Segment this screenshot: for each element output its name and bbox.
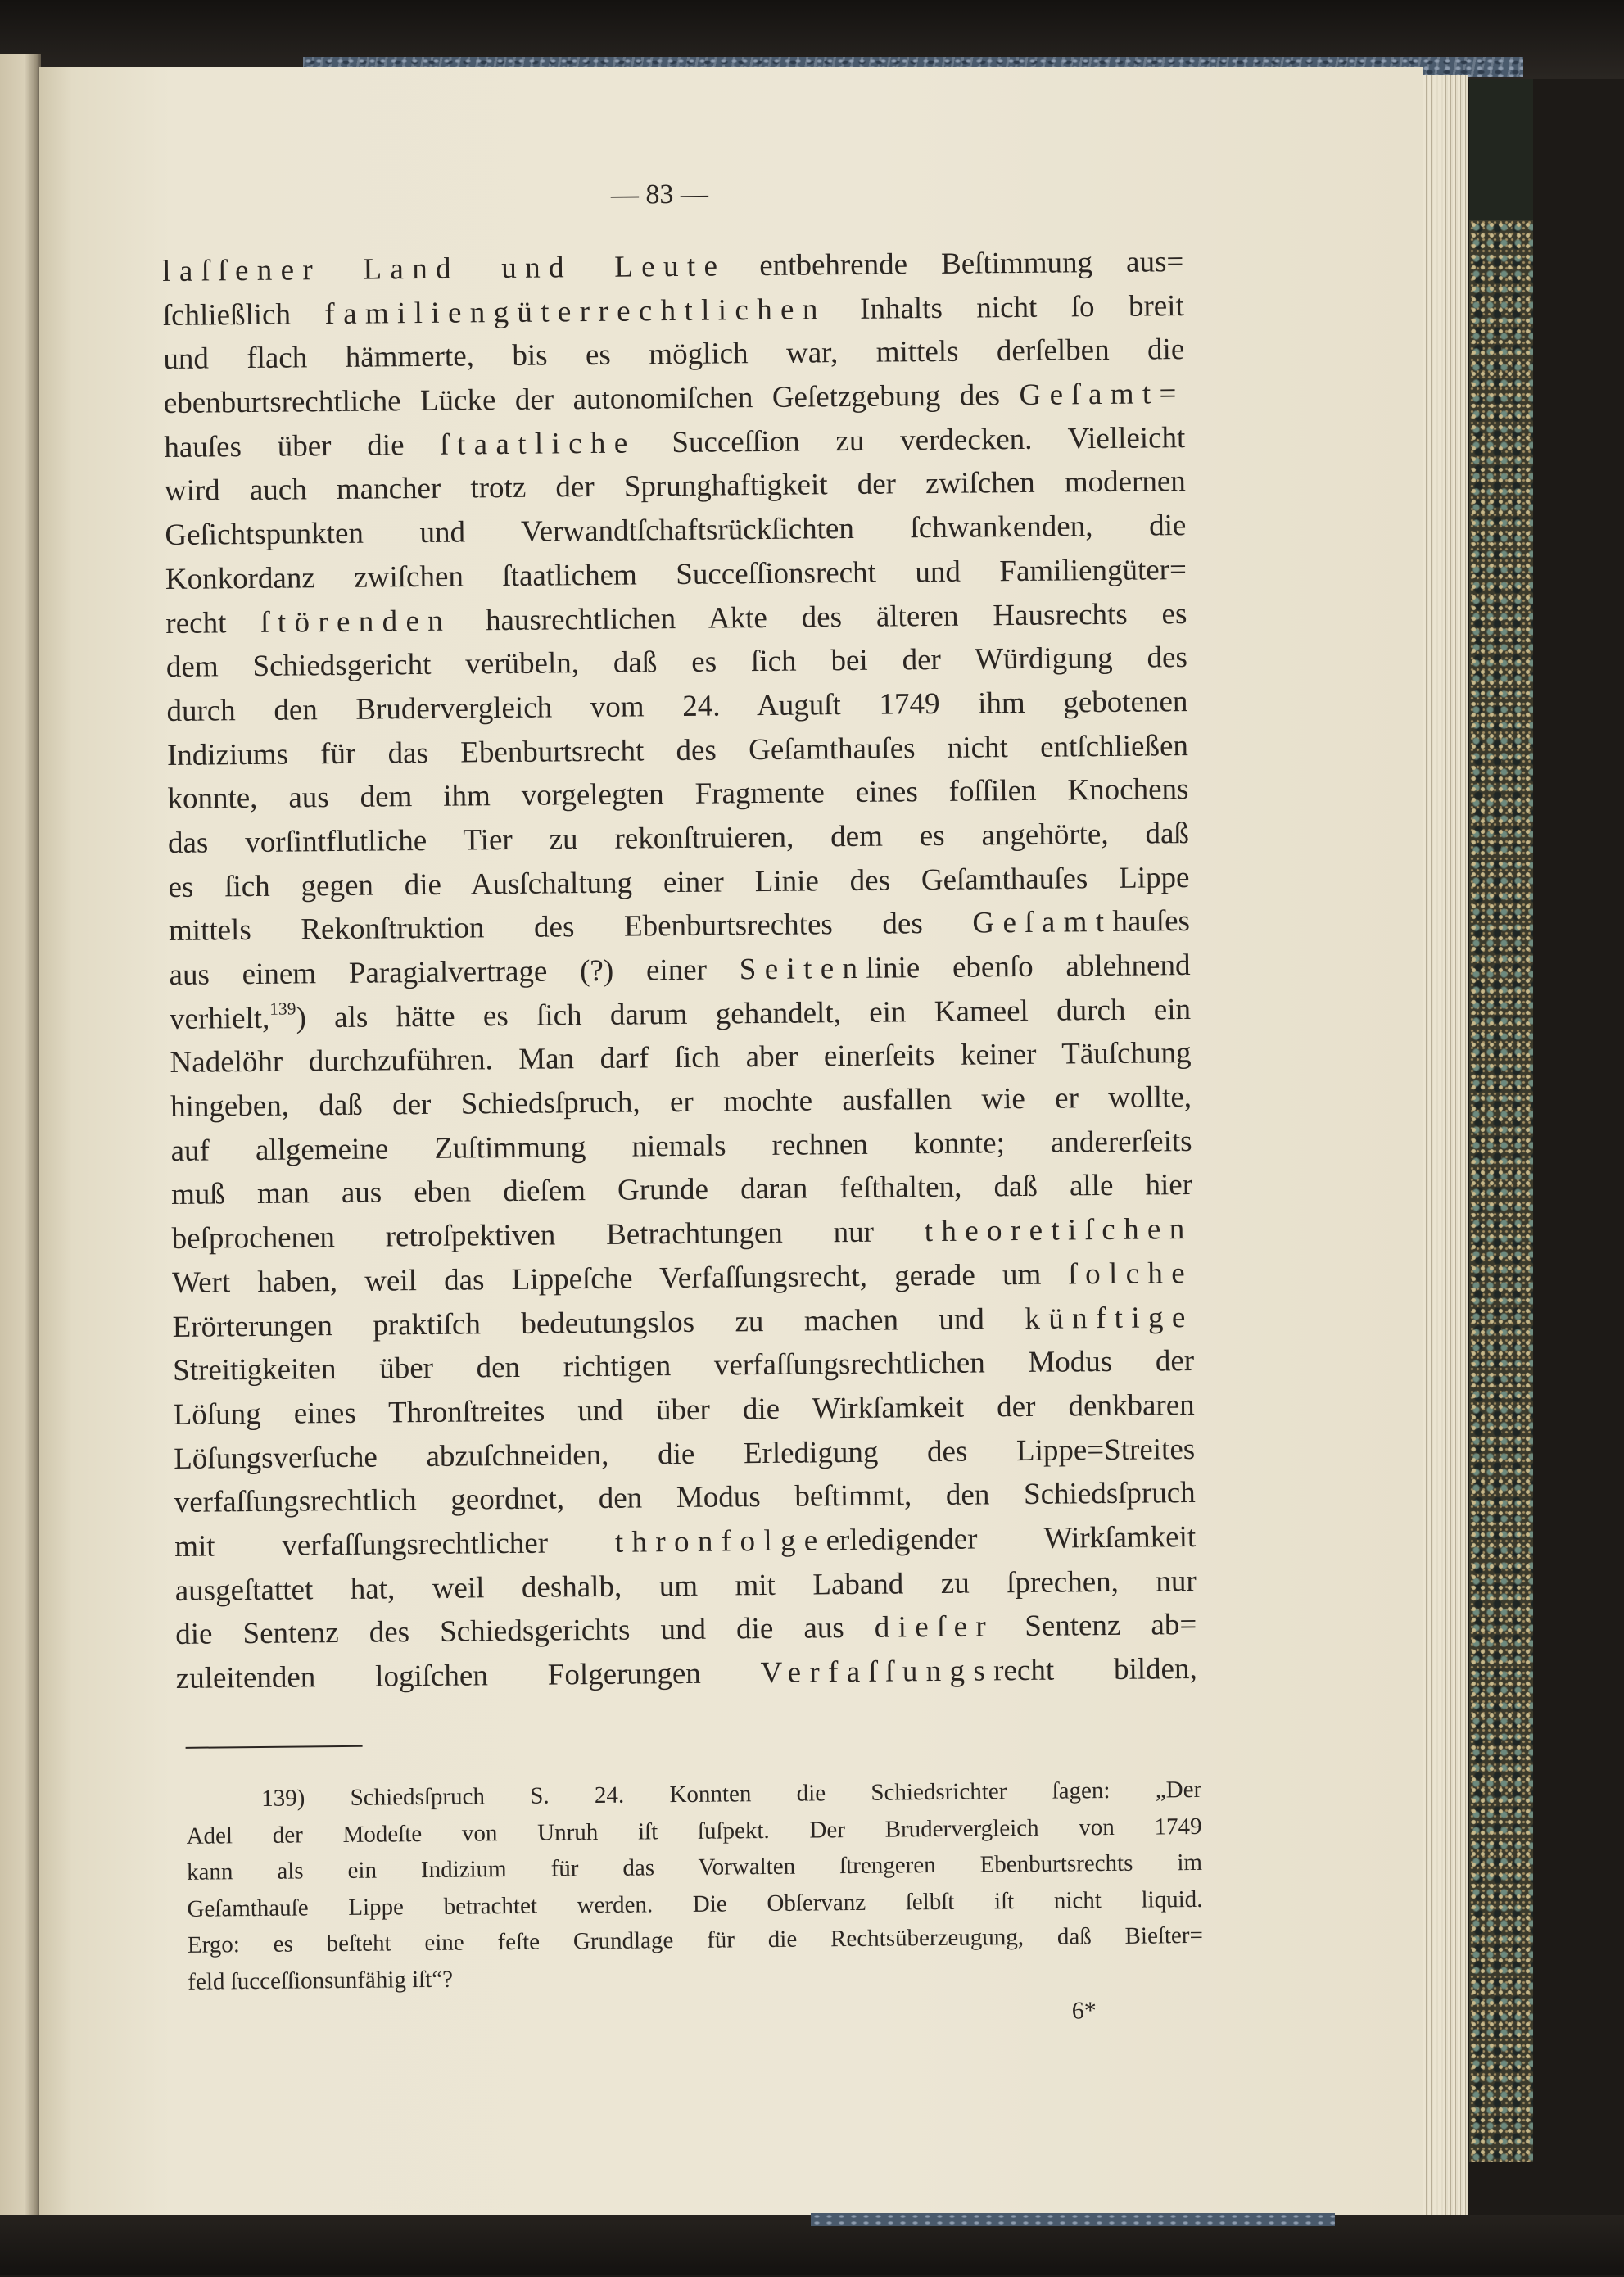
text-run: und flach hämmerte, bis es möglich war, mittels derſelben die: [163, 333, 1185, 377]
emphasized-text: familiengüterrechtlichen: [324, 292, 826, 331]
signature-mark: 6*: [1071, 1997, 1097, 2025]
text-run: ſchließlich: [162, 297, 325, 333]
text-run: hausrechtlichen Akte des älteren Hausrechts es: [450, 596, 1187, 638]
footnote-reference: 139: [269, 998, 296, 1019]
text-run: ebenburtsrechtliche Lücke der autonomiſchen Geſetzgebung des: [163, 378, 1020, 421]
text-run: auf allgemeine Zuſtimmung niemals rechnen konnte; andererſeits: [170, 1124, 1192, 1168]
text-run: muß man aus eben dieſem Grunde daran feſthalten, daß alle hier: [170, 1168, 1193, 1212]
text-run: ausgeſtattet hat, weil deshalb, um mit Laband zu ſprechen, nur: [174, 1564, 1197, 1608]
text-run: Streitigkeiten über den richtigen verfaſſungsrechtlichen Modus der: [172, 1344, 1195, 1388]
page-number: — 83 —: [610, 179, 709, 210]
text-run: Löſungsverſuche abzuſchneiden, die Erledigung des Lippe=Streites: [174, 1432, 1196, 1476]
emphasized-text: laſſener Land und Leute: [162, 249, 726, 289]
text-run: Sentenz ab=: [993, 1608, 1197, 1644]
footnote-line: feld ſucceſſionsunfähig iſt“?: [188, 1966, 454, 1995]
text-run: verhielt,: [169, 1001, 270, 1036]
emphasized-text: künftige: [1025, 1300, 1194, 1336]
text-run: erledigender Wirkſamkeit: [826, 1519, 1197, 1558]
emphasized-text: thronfolge: [614, 1523, 826, 1559]
emphasized-text: Geſamt=: [1019, 377, 1185, 413]
text-run: konnte, aus dem ihm vorgelegten Fragmente eines foſſilen Knochens: [167, 772, 1189, 817]
text-run: entbehrende Beſtimmung aus=: [726, 245, 1184, 283]
text-run: hauſes: [1112, 904, 1191, 939]
text-run: die Sentenz des Schiedsgerichts und die aus: [175, 1611, 875, 1652]
footnote-rule: [186, 1745, 363, 1749]
text-run: Erörterungen praktiſch bedeutungslos zu machen und: [172, 1301, 1025, 1344]
footnote-line: Ergo: es beſteht eine feſte Grundlage für die Rechtsüberzeugung, daß Bieſter=: [187, 1922, 1204, 1958]
emphasized-text: theoretiſchen: [924, 1212, 1193, 1249]
text-run: zuleitenden logiſchen Folgerungen: [175, 1656, 761, 1695]
text-run: Inhalts nicht ſo breit: [826, 288, 1184, 326]
emphasized-text: Geſamt: [972, 905, 1113, 940]
text-run: Geſichtspunkten und Verwandtſchaftsrückſichten ſchwankenden, die: [165, 509, 1187, 553]
text-run: wird auch mancher trotz der Sprunghaftigkeit der zwiſchen modernen: [164, 464, 1187, 509]
text-run: Succeſſion zu verdecken. Vielleicht: [636, 420, 1186, 460]
text-run: Nadelöhr durchzuführen. Man darf ſich aber einerſeits keiner Täuſchung: [170, 1036, 1192, 1080]
body-text: [162, 240, 1197, 1701]
text-run: Wert haben, weil das Lippeſche Verfaſſungsrecht, gerade um: [171, 1257, 1069, 1300]
text-run: mit verfaſſungsrechtlicher: [174, 1525, 616, 1564]
footnote-line: Adel der Modeſte von Unruh iſt ſuſpekt. Der Brudervergleich von 1749: [186, 1813, 1202, 1849]
emphasized-text: ſtörenden: [260, 604, 452, 640]
emphasized-text: ſtaatliche: [440, 426, 636, 462]
text-run: es ſich gegen die Ausſchaltung einer Linie des Geſamthauſes Lippe: [168, 860, 1190, 904]
emphasized-text: Seiten: [739, 951, 866, 987]
emphasized-text: dieſer: [874, 1609, 995, 1646]
text-run: mittels Rekonſtruktion des Ebenburtsrechtes des: [168, 906, 973, 948]
emphasized-text: ſolche: [1068, 1256, 1194, 1292]
text-run: das vorſintflutliche Tier zu rekonſtruieren, dem es angehörte, daß: [167, 816, 1190, 860]
footnote-line: 139) Schiedsſpruch S. 24. Konnten die Schiedsrichter ſagen: „Der: [261, 1776, 1202, 1812]
text-run: ) als hätte es ſich darum gehandelt, ein Kameel durch ein: [296, 992, 1192, 1035]
footnote-line: kann als ein Indizium für das Vorwalten ſtrengeren Ebenburtsrechts im: [186, 1849, 1203, 1885]
text-run: aus einem Paragialvertrage (?) einer: [169, 953, 740, 992]
footnote: [186, 1772, 1204, 2000]
text-run: Konkordanz zwiſchen ſtaatlichem Succeſſionsrecht und Familiengüter=: [165, 552, 1187, 596]
body-line: [176, 1647, 1197, 1701]
text-run: Löſung eines Thronſtreites und über die Wirkſamkeit der denkbaren: [173, 1387, 1195, 1432]
text-run: dem Schiedsgericht verübeln, daß es ſich bei der Würdigung des: [165, 641, 1188, 685]
text-run: beſprochenen retroſpektiven Betrachtungen nur: [171, 1215, 925, 1256]
text-run: durch den Brudervergleich vom 24. Auguſt 1749 ihm gebotenen: [166, 684, 1188, 728]
text-run: verfaſſungsrechtlich geordnet, den Modus beſtimmt, den Schiedsſpruch: [174, 1476, 1196, 1520]
text-run: recht: [165, 605, 261, 641]
emphasized-text: Verfaſſungs: [760, 1654, 994, 1691]
footnote-line: Geſamthauſe Lippe betrachtet werden. Die Obſervanz ſelbſt iſt nicht liquid.: [187, 1885, 1203, 1922]
text-run: hauſes über die: [164, 428, 441, 464]
text-run: recht bilden,: [993, 1651, 1197, 1688]
text-run: Indiziums für das Ebenburtsrecht des Geſamthauſes nicht entſchließen: [166, 728, 1189, 772]
text-run: hingeben, daß der Schiedsſpruch, er mochte ausfallen wie er wollte,: [170, 1080, 1192, 1125]
text-run: linie ebenſo ablehnend: [866, 948, 1191, 985]
